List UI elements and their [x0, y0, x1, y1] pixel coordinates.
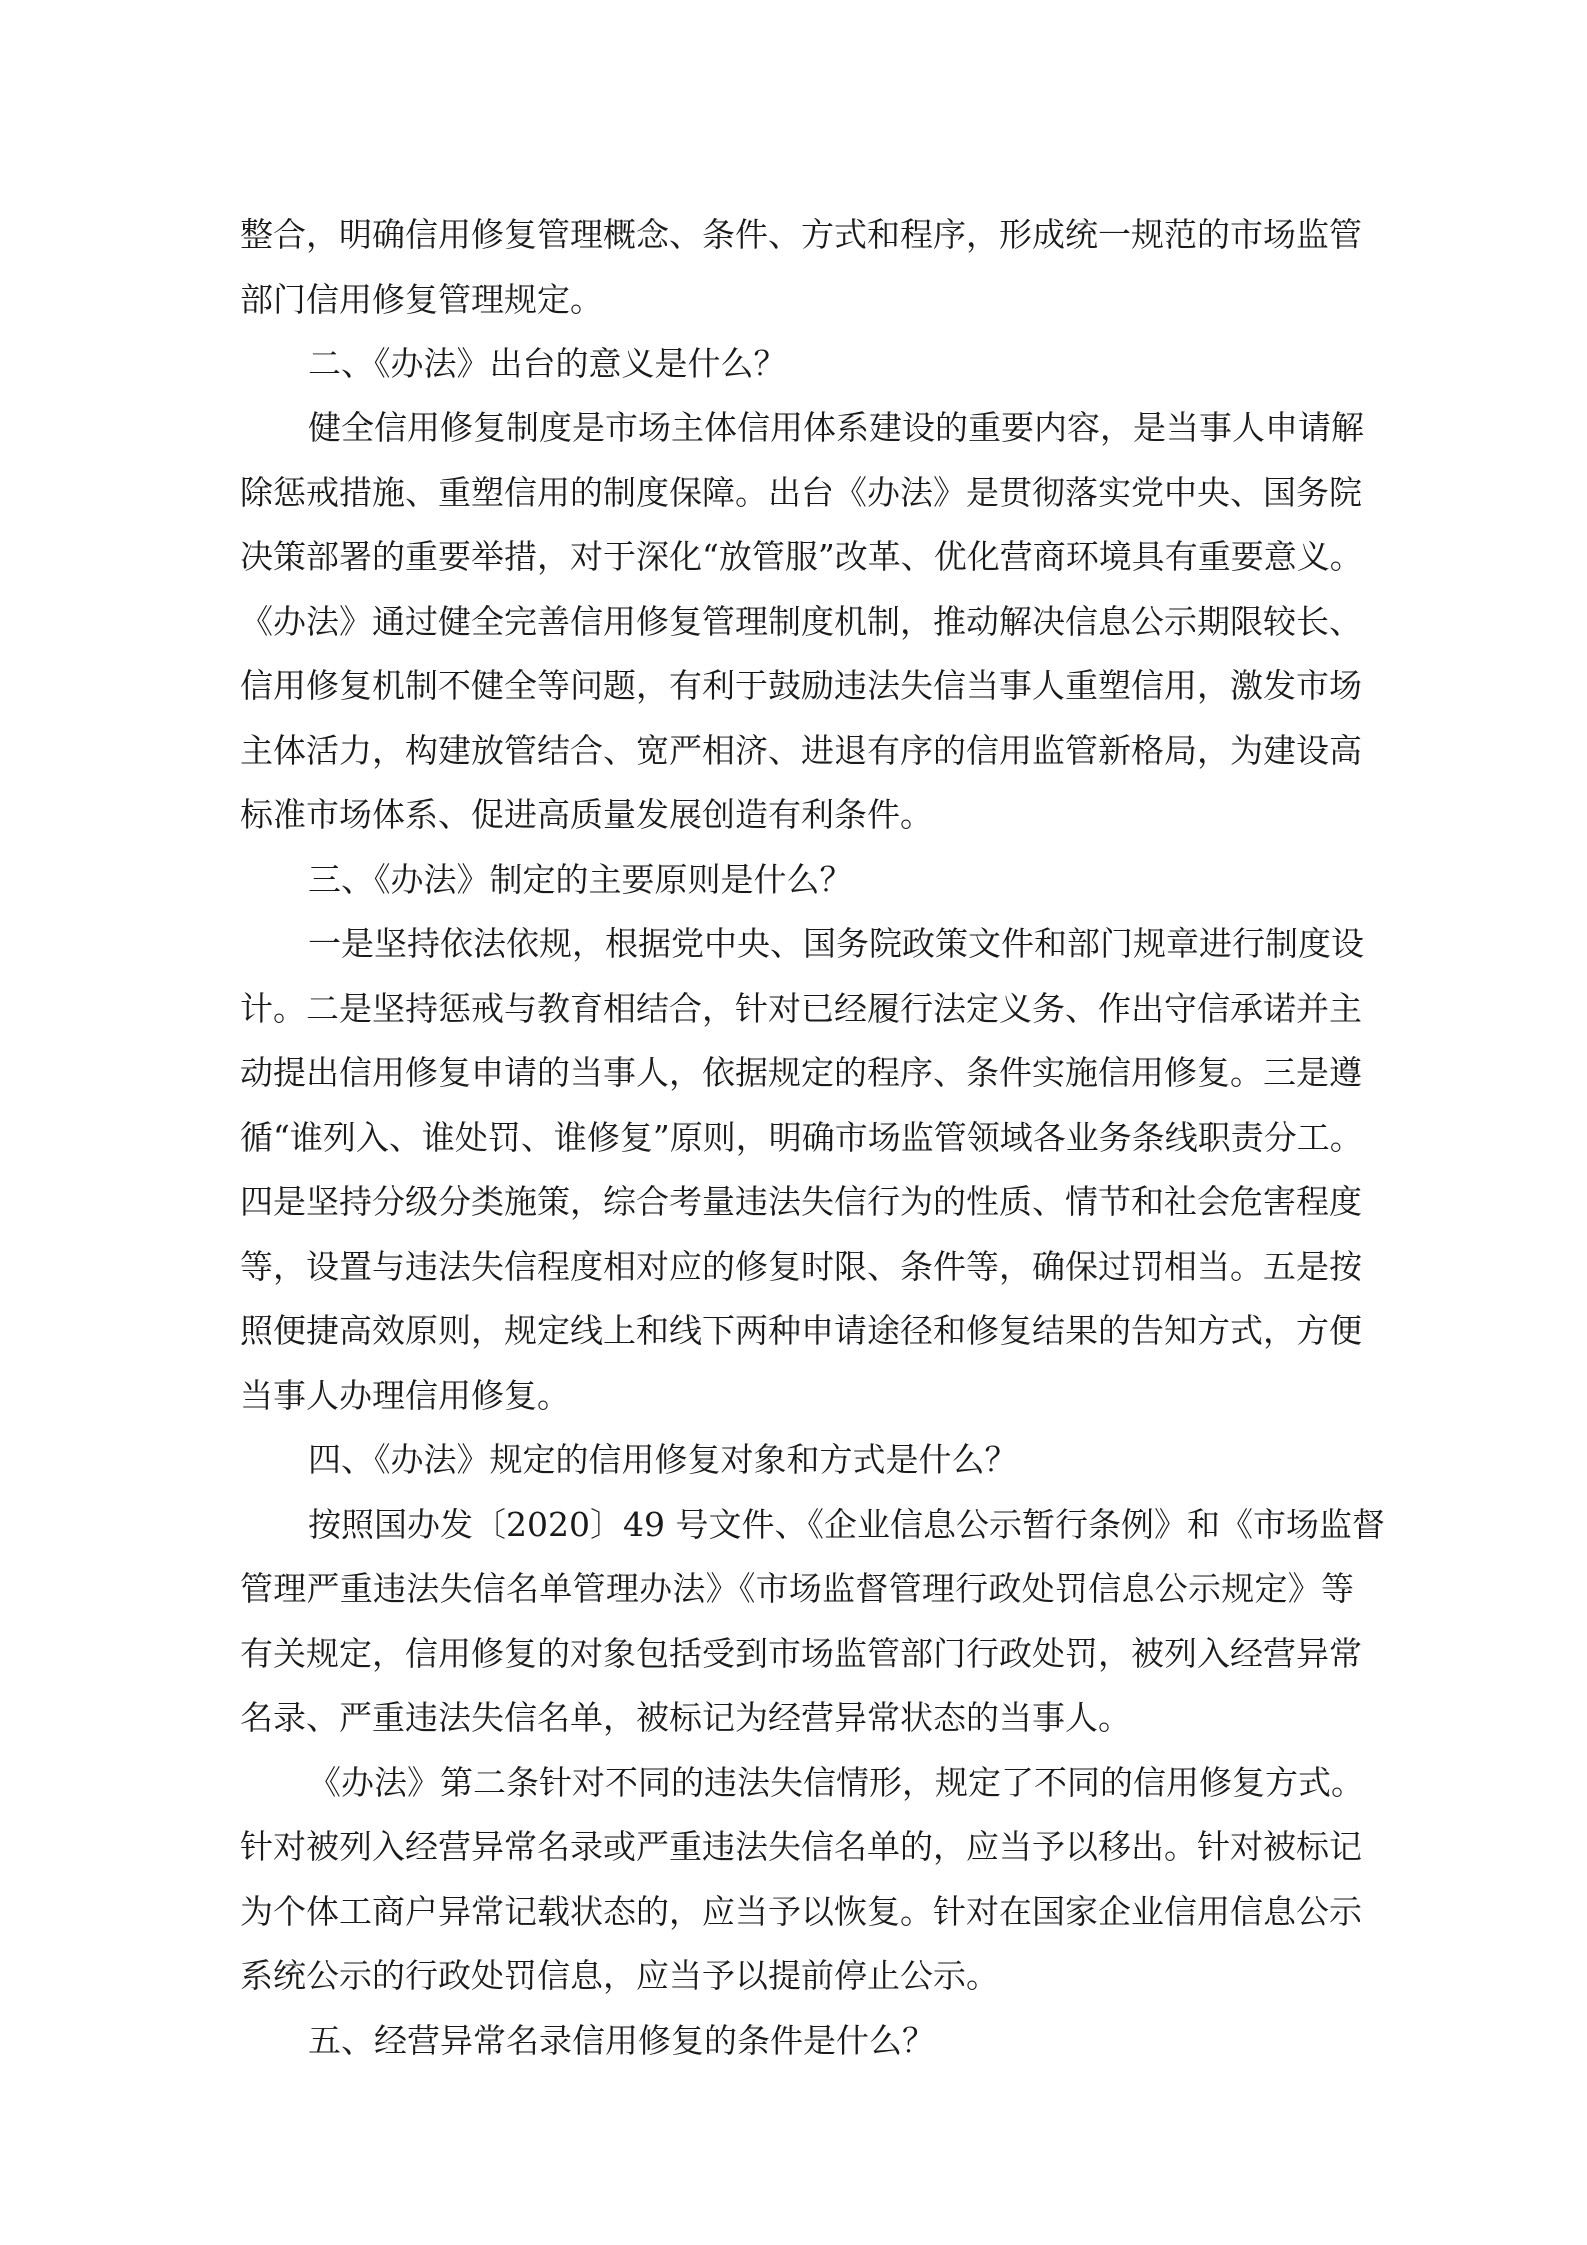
text-line: 照便捷高效原则，规定线上和线下两种申请途径和修复结果的告知方式，方便	[240, 1311, 1362, 1350]
text-line: 主体活力，构建放管结合、宽严相济、进退有序的信用监管新格局，为建设高	[240, 731, 1362, 770]
text-line: 等，设置与违法失信程度相对应的修复时限、条件等，确保过罚相当。五是按	[240, 1247, 1362, 1286]
text-line: 循“谁列入、谁处罚、谁修复”原则，明确市场监管领域各业务条线职责分工。	[240, 1118, 1363, 1157]
text-line: 整合，明确信用修复管理概念、条件、方式和程序，形成统一规范的市场监管	[240, 215, 1362, 254]
section-heading: 四、《办法》规定的信用修复对象和方式是什么？	[308, 1440, 1018, 1479]
text-line: 管理严重违法失信名单管理办法》《市场监督管理行政处罚信息公示规定》等	[240, 1569, 1354, 1608]
section-heading: 五、经营异常名录信用修复的条件是什么？	[308, 2021, 935, 2060]
section-heading: 三、《办法》制定的主要原则是什么？	[308, 860, 853, 899]
text-line: 有关规定，信用修复的对象包括受到市场监管部门行政处罚，被列入经营异常	[240, 1634, 1362, 1673]
text-line: 《办法》第二条针对不同的违法失信情形，规定了不同的信用修复方式。	[308, 1763, 1364, 1802]
text-line: 一是坚持依法依规，根据党中央、国务院政策文件和部门规章进行制度设	[308, 924, 1364, 963]
text-line: 健全信用修复制度是市场主体信用体系建设的重要内容，是当事人申请解	[308, 408, 1364, 447]
text-line: 《办法》通过健全完善信用修复管理制度机制，推动解决信息公示期限较长、	[240, 602, 1362, 641]
text-line: 除惩戒措施、重塑信用的制度保障。出台《办法》是贯彻落实党中央、国务院	[240, 473, 1362, 512]
text-line: 名录、严重违法失信名单，被标记为经营异常状态的当事人。	[240, 1698, 1131, 1737]
text-line: 四是坚持分级分类施策，综合考量违法失信行为的性质、情节和社会危害程度	[240, 1182, 1362, 1221]
text-line: 系统公示的行政处罚信息，应当予以提前停止公示。	[240, 1956, 999, 1995]
section-heading: 二、《办法》出台的意义是什么？	[308, 344, 787, 383]
text-line: 针对被列入经营异常名录或严重违法失信名单的，应当予以移出。针对被标记	[240, 1827, 1362, 1866]
text-line: 决策部署的重要举措，对于深化“放管服”改革、优化营商环境具有重要意义。	[240, 537, 1363, 576]
text-line: 标准市场体系、促进高质量发展创造有利条件。	[240, 795, 933, 834]
text-line: 部门信用修复管理规定。	[240, 280, 603, 319]
text-line: 按照国办发〔2020〕49 号文件、《企业信息公示暂行条例》和《市场监督	[308, 1505, 1385, 1544]
text-line: 当事人办理信用修复。	[240, 1376, 570, 1415]
text-line: 信用修复机制不健全等问题，有利于鼓励违法失信当事人重塑信用，激发市场	[240, 666, 1362, 705]
text-line: 为个体工商户异常记载状态的，应当予以恢复。针对在国家企业信用信息公示	[240, 1892, 1362, 1931]
text-line: 计。二是坚持惩戒与教育相结合，针对已经履行法定义务、作出守信承诺并主	[240, 989, 1362, 1028]
text-line: 动提出信用修复申请的当事人，依据规定的程序、条件实施信用修复。三是遵	[240, 1053, 1362, 1092]
